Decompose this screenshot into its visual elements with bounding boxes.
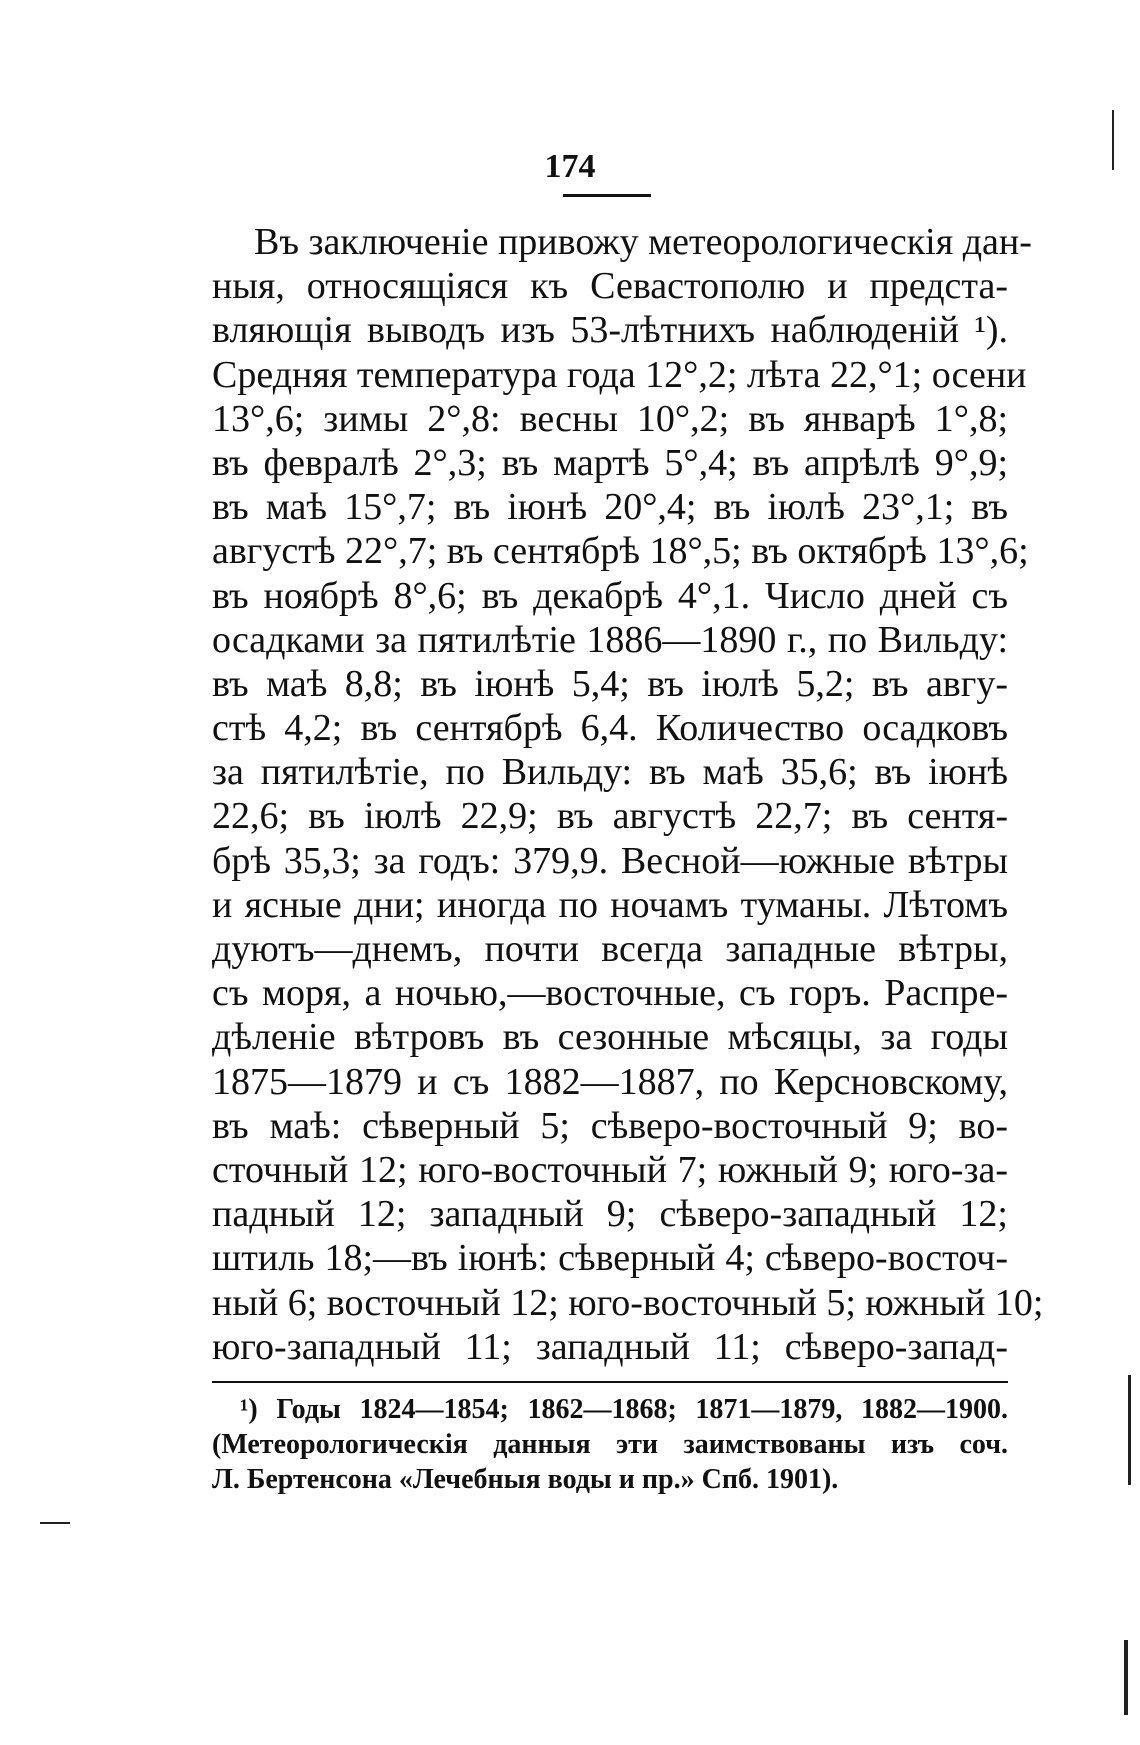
text-line: дуютъ—днемъ, почти всегда западные вѣтры,	[212, 928, 1008, 970]
text-line: съ моря, а ночью,—восточные, съ горъ. Распре-	[212, 972, 1008, 1015]
text-line: въ маѣ 8,8; въ іюнѣ 5,4; въ іюлѣ 5,2; въ авгу-	[212, 662, 1008, 705]
text-line: 13°,6; зимы 2°,8: весны 10°,2; въ январѣ 1°,8;	[212, 397, 1008, 440]
footnotes	[212, 1392, 1008, 1497]
page-number: 174	[544, 148, 596, 185]
footnote-line: Л. Бертенсона «Лечебныя воды и пр.» Спб. 1901).	[212, 1464, 839, 1495]
text-line: за пятилѣтіе, по Вильду: въ маѣ 35,6; въ іюнѣ	[212, 751, 1008, 794]
text-line: и ясные дни; иногда по ночамъ туманы. Лѣтомъ	[212, 883, 1008, 926]
text-line: Въ заключеніе привожу метеорологическія дан-	[254, 221, 1032, 263]
text-line: брѣ 35,3; за годъ: 379,9. Весной—южные вѣтры	[212, 839, 1008, 882]
text-line: въ маѣ 15°,7; въ іюнѣ 20°,4; въ іюлѣ 23°,1; въ	[212, 486, 1008, 529]
text-line: вляющія выводъ изъ 53-лѣтнихъ наблюденій ¹).	[212, 309, 1008, 352]
text-line: въ ноябрѣ 8°,6; въ декабрѣ 4°,1. Число дней съ	[212, 574, 1008, 617]
text-line: падный 12; западный 9; сѣверо-западный 12;	[212, 1193, 1008, 1236]
footnote-line: (Метеорологическія данныя эти заимствованы изъ соч.	[212, 1429, 1008, 1460]
text-line: сточный 12; юго-восточный 7; южный 9; юго-за-	[212, 1148, 1008, 1191]
footnote-line: ¹) Годы 1824—1854; 1862—1868; 1871—1879, 1882—1900.	[240, 1394, 1008, 1425]
text-line: въ февралѣ 2°,3; въ мартѣ 5°,4; въ апрѣлѣ 9°,9;	[212, 441, 1008, 484]
scan-margin-mark	[1112, 110, 1114, 170]
text-line: въ маѣ: сѣверный 5; сѣверо-восточный 9; во-	[212, 1104, 1008, 1147]
text-line: августѣ 22°,7; въ сентябрѣ 18°,5; въ октябрѣ 13°,6;	[212, 530, 1029, 573]
text-line: 1875—1879 и съ 1882—1887, по Керсновскому,	[212, 1060, 1008, 1103]
text-line: ный 6; восточный 12; юго-восточный 5; южный 10;	[212, 1281, 1044, 1324]
text-line: юго-западный 11; западный 11; сѣверо-запад-	[212, 1325, 1008, 1368]
text-line: Средняя температура года 12°,2; лѣта 22,°1; осени	[212, 353, 1027, 396]
text-line: дѣленіе вѣтровъ въ сезонные мѣсяцы, за годы	[212, 1016, 1008, 1059]
footnote-divider	[212, 1381, 1008, 1383]
scan-margin-mark	[40, 1522, 70, 1524]
text-line: стѣ 4,2; въ сентябрѣ 6,4. Количество осадковъ	[212, 707, 1008, 750]
scan-margin-mark	[1128, 1375, 1131, 1485]
page-number-underline	[563, 194, 651, 197]
body-text	[212, 220, 1044, 1369]
text-line: осадками за пятилѣтіе 1886—1890 г., по Вильду:	[212, 618, 1008, 661]
text-line: 22,6; въ іюлѣ 22,9; въ августѣ 22,7; въ сентя-	[212, 795, 1008, 838]
text-line: штиль 18;—въ іюнѣ: сѣверный 4; сѣверо-восточ-	[212, 1237, 1008, 1280]
scan-margin-mark	[1124, 1640, 1128, 1715]
text-line: ныя, относящіяся къ Севастополю и предста-	[212, 265, 1008, 308]
